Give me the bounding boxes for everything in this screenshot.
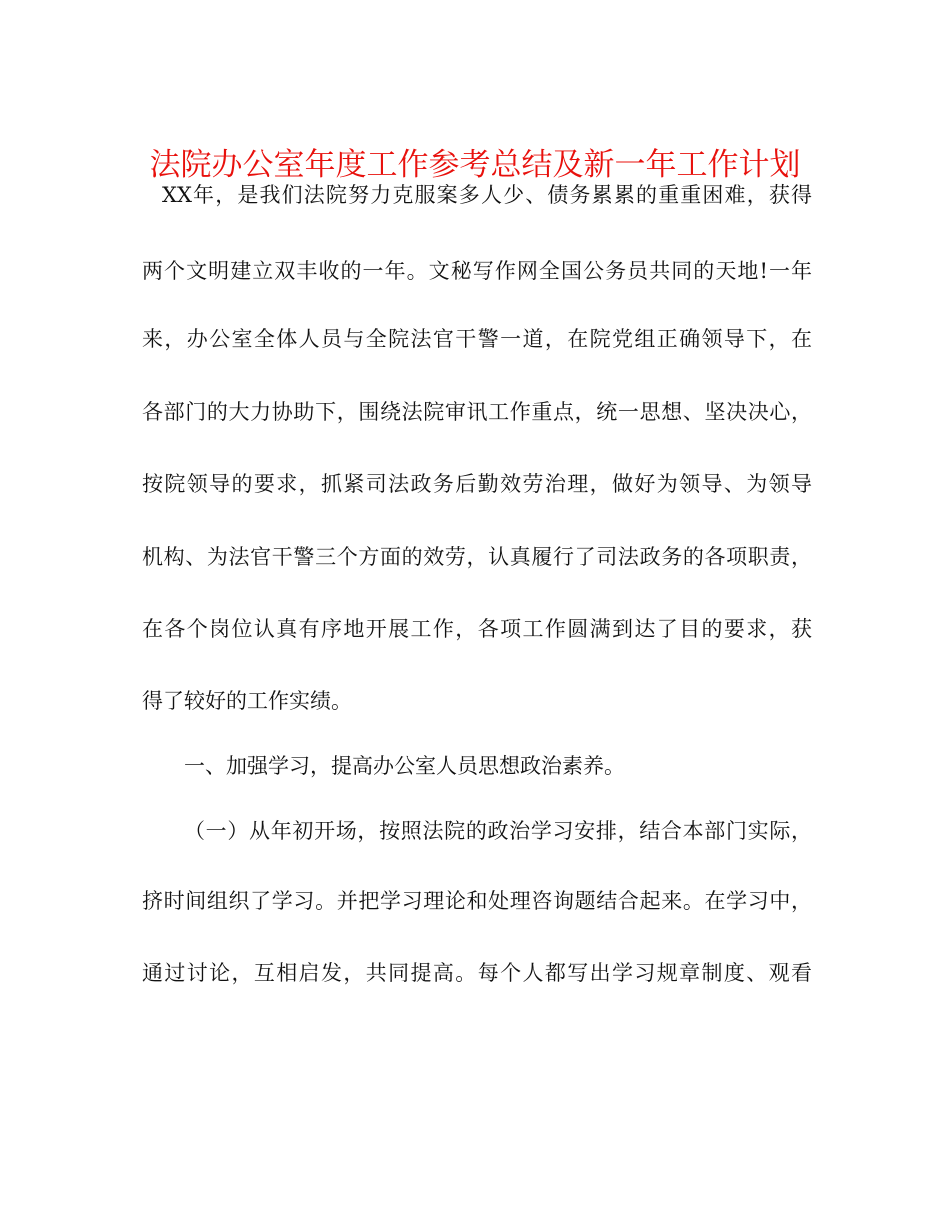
paragraph-line: （一）从年初开场，按照法院的政治学习安排，结合本部门实际， [184, 819, 812, 843]
paragraph-line: 来，办公室全体人员与全院法官干警一道，在院党组正确领导下，在 [142, 327, 812, 351]
section-heading: 一、加强学习，提高办公室人员思想政治素养。 [184, 754, 625, 778]
paragraph-line: 两个文明建立双丰收的一年。文秘写作网全国公务员共同的天地!一年 [142, 259, 812, 283]
paragraph-line: 机构、为法官干警三个方面的效劳，认真履行了司法政务的各项职责， [142, 545, 812, 569]
paragraph-line: 得了较好的工作实绩。 [142, 689, 352, 713]
paragraph-line: 通过讨论，互相启发，共同提高。每个人都写出学习规章制度、观看 [142, 961, 812, 985]
paragraph-line: 在各个岗位认真有序地开展工作，各项工作圆满到达了目的要求，获 [142, 617, 812, 641]
paragraph-line: 挤时间组织了学习。并把学习理论和处理咨询题结合起来。在学习中， [142, 889, 812, 913]
paragraph-line: 按院领导的要求，抓紧司法政务后勤效劳治理，做好为领导、为领导 [142, 472, 812, 496]
paragraph-line: XX年，是我们法院努力克服案多人少、债务累累的重重困难，获得 [162, 183, 812, 207]
paragraph-line: 各部门的大力协助下，围绕法院审讯工作重点，统一思想、坚决决心， [142, 400, 812, 424]
document-title: 法院办公室年度工作参考总结及新一年工作计划 [149, 146, 801, 183]
